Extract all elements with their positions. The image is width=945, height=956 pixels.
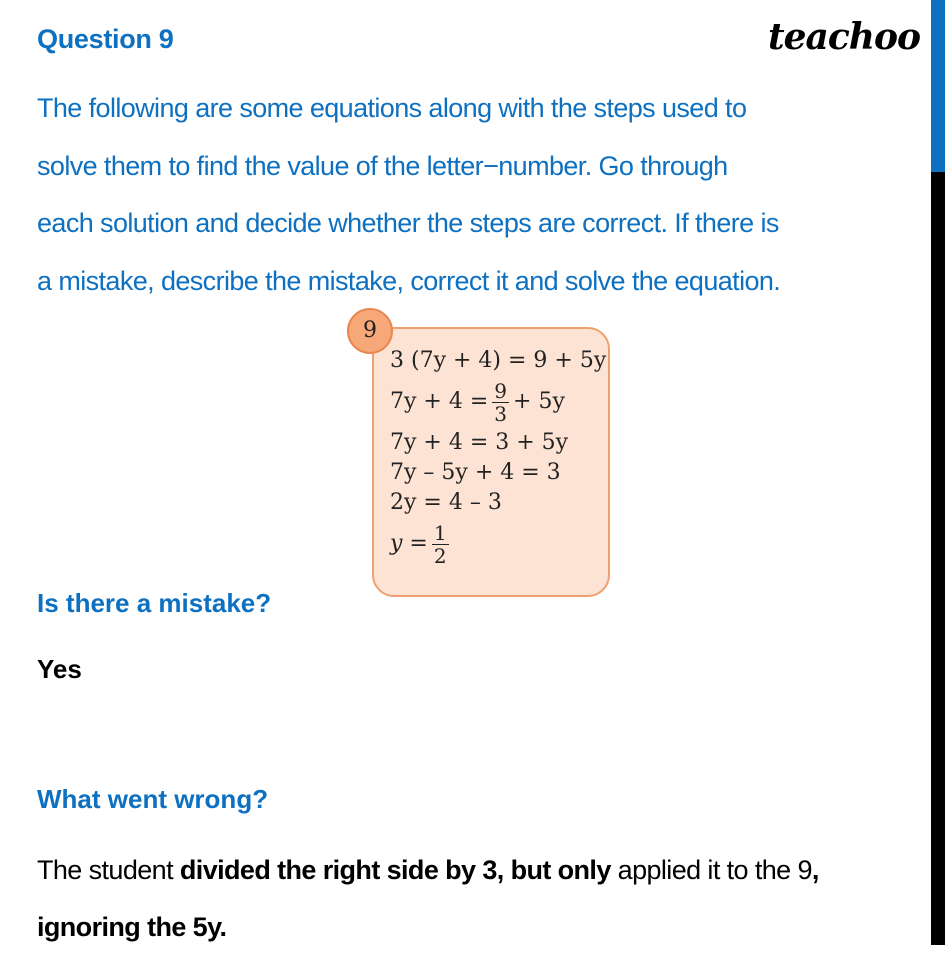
equation-step: 7y + 4 = 3 + 5y bbox=[390, 430, 569, 455]
explanation-text: The student bbox=[37, 855, 180, 885]
fraction bbox=[492, 380, 509, 425]
equation-step: 7y – 5y + 4 = 3 bbox=[390, 460, 561, 485]
equation-step bbox=[390, 518, 606, 570]
equation-step: 2y = 4 – 3 bbox=[390, 490, 502, 515]
teachoo-logo: teachoo bbox=[768, 16, 920, 58]
step-lhs: y = bbox=[390, 531, 428, 556]
prompt-line: solve them to find the value of the letter−number. Go through bbox=[37, 150, 728, 181]
equation-step: 3 (7y + 4) = 9 + 5y bbox=[390, 348, 607, 373]
explanation-bold: ignoring the 5y. bbox=[37, 912, 227, 942]
question-title: Question 9 bbox=[37, 24, 174, 54]
explanation-bold: , bbox=[811, 855, 819, 885]
fraction-denominator: 3 bbox=[494, 401, 508, 426]
question-prompt bbox=[37, 80, 917, 310]
prompt-line: The following are some equations along with the steps used to bbox=[37, 93, 747, 123]
fraction-numerator: 9 bbox=[494, 378, 508, 403]
heading-what-went-wrong: What went wrong? bbox=[37, 784, 269, 814]
explanation bbox=[37, 842, 927, 956]
explanation-line-2 bbox=[37, 899, 927, 956]
equation-steps bbox=[390, 346, 606, 570]
fraction-denominator: 2 bbox=[433, 543, 447, 568]
equation-number-badge: 9 bbox=[347, 308, 393, 354]
edge-bar-blue bbox=[931, 0, 945, 172]
answer-yes: Yes bbox=[37, 654, 82, 684]
explanation-text: applied it to the 9 bbox=[610, 855, 812, 885]
fraction-numerator: 1 bbox=[433, 520, 447, 545]
step-rhs: + 5y bbox=[513, 389, 565, 414]
explanation-bold: divided the right side by 3, but only bbox=[179, 855, 611, 885]
fraction bbox=[432, 522, 449, 567]
heading-is-there-mistake: Is there a mistake? bbox=[37, 588, 272, 618]
step-lhs: 7y + 4 = bbox=[390, 389, 489, 414]
equation-step bbox=[390, 376, 606, 428]
edge-bar-black bbox=[931, 172, 945, 945]
explanation-line-1 bbox=[37, 842, 927, 899]
prompt-line: a mistake, describe the mistake, correct it and solve the equation. bbox=[37, 265, 781, 296]
prompt-line: each solution and decide whether the steps are correct. If there is bbox=[37, 208, 779, 238]
